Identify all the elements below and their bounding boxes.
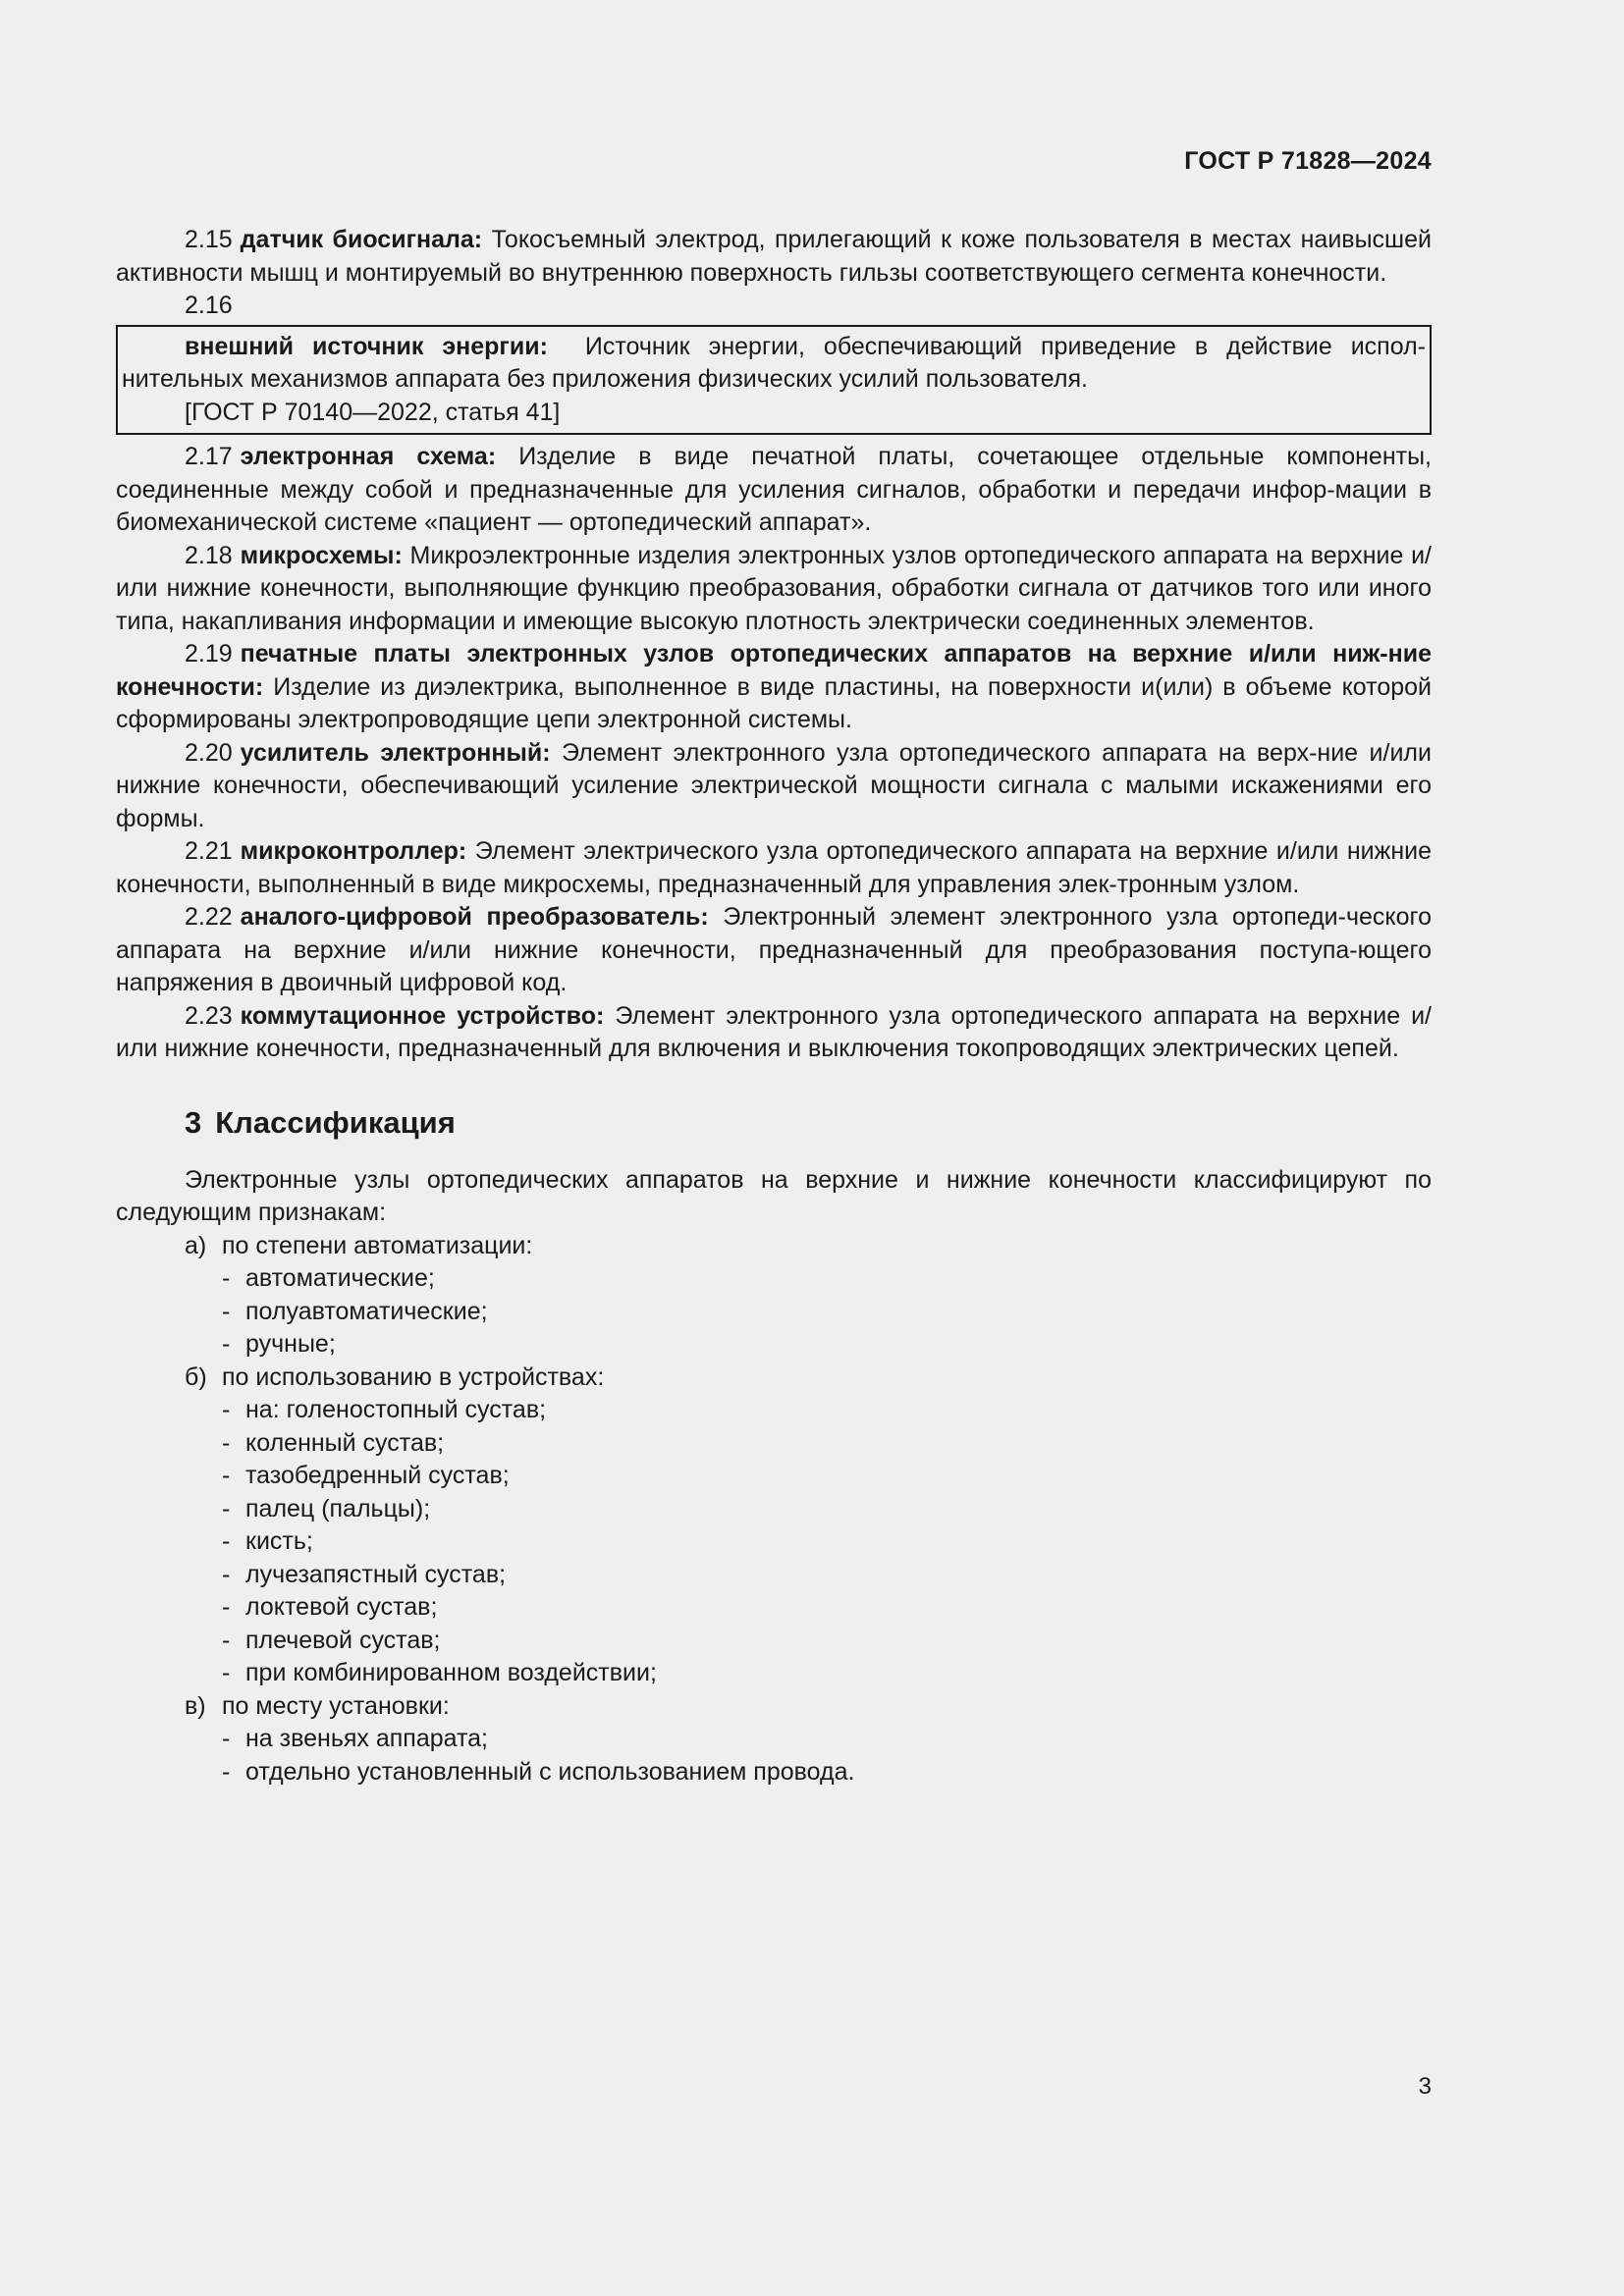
list-dash: - (222, 1527, 231, 1555)
list-dash: - (222, 1297, 231, 1325)
term-name: усилитель электронный: (240, 738, 551, 767)
list-dash: - (222, 1725, 231, 1752)
item-text: отдельно установленный с использованием провода. (245, 1757, 855, 1786)
term-name: печатные платы электронных узлов ортопедических аппаратов на верхние и/или ниж-ние конечности: (116, 640, 1432, 701)
classification-category (116, 1362, 1432, 1395)
classification-item (116, 1427, 1432, 1461)
classification-item (116, 1262, 1432, 1296)
term-number: 2.22 (185, 903, 233, 931)
term-number: 2.23 (185, 1001, 233, 1030)
term-definition: Элемент электрического узла ортопедического аппарата на верхние и/или нижние конечности, выполненный в виде микросхемы, предназначенный для управления элек-тронным узлом. (116, 837, 1432, 898)
item-text: плечевой сустав; (245, 1626, 441, 1654)
term-paragraph (116, 1000, 1432, 1066)
term-definition: Изделие в виде печатной платы, сочетающее отдельные компоненты, соединенные между собой и предназначенные для усиления сигналов, обработки и передачи инфор-мации в биомеханической системе «пациент — ортопедический аппарат». (116, 443, 1433, 536)
classification-item (116, 1525, 1432, 1559)
category-label: по месту установки: (222, 1691, 450, 1720)
section-heading (185, 1103, 1432, 1143)
term-number-2-16 (116, 290, 1432, 323)
classification-category (116, 1690, 1432, 1724)
term-paragraph (116, 441, 1432, 540)
term-number: 2.17 (185, 443, 233, 470)
terms-list-b (116, 441, 1432, 1066)
term-definition: Токосъемный электрод, прилегающий к коже пользователя в местах наивысшей активности мышц и монтируемый во внутреннюю поверхность гильзы соответствующего сегмента конечности. (116, 226, 1432, 287)
term-definition: Микроэлектронные изделия электронных узлов ортопедического аппарата на верхние и/или нижние конечности, выполняющие функцию преобразования, обработки сигнала от датчиков того или иного типа, накапливания информации и имеющие высокую плотность электрически соединенных элементов. (116, 541, 1432, 635)
section-title: Классификация (215, 1104, 456, 1140)
classification-item (116, 1657, 1432, 1690)
terms-list-a (116, 224, 1432, 290)
term-name: аналого-цифровой преобразователь: (240, 903, 709, 931)
document-content (116, 224, 1432, 1789)
category-letter: а) (185, 1231, 207, 1259)
section-intro: Электронные узлы ортопедических аппаратов на верхние и нижние конечности классифицируют по следующим признакам: (116, 1165, 1432, 1226)
item-text: тазобедренный сустав; (245, 1462, 510, 1489)
term-paragraph (116, 224, 1432, 290)
term-name: микроконтроллер: (240, 837, 467, 865)
term-paragraph (116, 901, 1432, 1000)
classification-list (116, 1230, 1432, 1789)
document-page (116, 0, 1432, 2296)
classification-item (116, 1460, 1432, 1493)
classification-item (116, 1625, 1432, 1658)
classification-item (116, 1394, 1432, 1427)
classification-item (116, 1723, 1432, 1756)
classification-item (116, 1493, 1432, 1526)
item-text: коленный сустав; (245, 1428, 445, 1457)
item-text: локтевой сустав; (245, 1593, 438, 1621)
term-number: 2.21 (185, 837, 233, 865)
term-name: коммутационное устройство: (240, 1001, 605, 1030)
classification-item (116, 1296, 1432, 1329)
term-name: электронная схема: (240, 443, 497, 470)
classification-item (116, 1328, 1432, 1362)
list-dash: - (222, 1264, 231, 1292)
term-definition: Электронный элемент электронного узла ортопеди-ческого аппарата на верхние и/или нижние конечности, предназначенный для преобразования поступа-ющего напряжения в двоичный цифровой код. (116, 903, 1432, 996)
classification-item (116, 1591, 1432, 1625)
category-letter: б) (185, 1362, 207, 1391)
term-paragraph (116, 540, 1432, 639)
list-dash: - (222, 1330, 231, 1358)
term-number: 2.15 (185, 226, 233, 253)
list-dash: - (222, 1396, 231, 1423)
term-paragraph (116, 737, 1432, 836)
list-dash: - (222, 1757, 231, 1786)
list-dash: - (222, 1494, 231, 1522)
term-number: 2.19 (185, 640, 233, 667)
term-definition: Изделие из диэлектрика, выполненное в виде пластины, на поверхности и(или) в объеме которой сформированы электропроводящие цепи электронной системы. (116, 672, 1433, 733)
document-id-header: ГОСТ Р 71828—2024 (1184, 147, 1432, 175)
term-name: микросхемы: (240, 541, 403, 569)
term-name: внешний источник энергии: (185, 332, 548, 360)
term-number: 2.18 (185, 541, 233, 569)
item-text: кисть; (245, 1527, 313, 1555)
boxed-term (116, 325, 1432, 436)
list-dash: - (222, 1560, 231, 1588)
item-text: полуавтоматические; (245, 1297, 488, 1325)
term-number: 2.16 (185, 292, 233, 319)
term-definition: Источник энергии, обеспечивающий приведение в действие испол-нительных механизмов аппарата без приложения физических усилий пользователя. (122, 332, 1426, 393)
classification-item (116, 1559, 1432, 1592)
item-text: при комбинированном воздействии; (245, 1659, 657, 1686)
item-text: автоматические; (245, 1264, 435, 1292)
item-text: лучезапястный сустав; (245, 1560, 507, 1588)
term-paragraph (116, 835, 1432, 901)
item-text: палец (пальцы); (245, 1494, 431, 1522)
term-paragraph (116, 638, 1432, 737)
list-dash: - (222, 1593, 231, 1621)
term-definition: Элемент электронного узла ортопедического аппарата на верх-ние и/или нижние конечности, обеспечивающий усиление электрической мощности сигнала с малыми искажениями его формы. (116, 738, 1432, 832)
list-dash: - (222, 1626, 231, 1654)
classification-item (116, 1756, 1432, 1789)
classification-category (116, 1230, 1432, 1263)
item-text: на звеньях аппарата; (245, 1725, 488, 1752)
boxed-term-paragraph (122, 331, 1426, 397)
page-number: 3 (1418, 2073, 1432, 2100)
section-number: 3 (185, 1104, 202, 1140)
list-dash: - (222, 1659, 231, 1686)
category-label: по использованию в устройствах: (222, 1362, 605, 1391)
item-text: на: голеностопный сустав; (245, 1396, 547, 1423)
list-dash: - (222, 1462, 231, 1489)
term-definition: Элемент электронного узла ортопедического аппарата на верхние и/или нижние конечности, предназначенный для включения и выключения токопроводящих электрических цепей. (116, 1001, 1433, 1062)
term-source-reference: [ГОСТ Р 70140—2022, статья 41] (185, 398, 561, 426)
category-label: по степени автоматизации: (222, 1231, 533, 1259)
term-name: датчик биосигнала: (240, 226, 483, 253)
term-number: 2.20 (185, 738, 233, 767)
list-dash: - (222, 1428, 231, 1457)
item-text: ручные; (245, 1330, 336, 1358)
category-letter: в) (185, 1691, 206, 1720)
